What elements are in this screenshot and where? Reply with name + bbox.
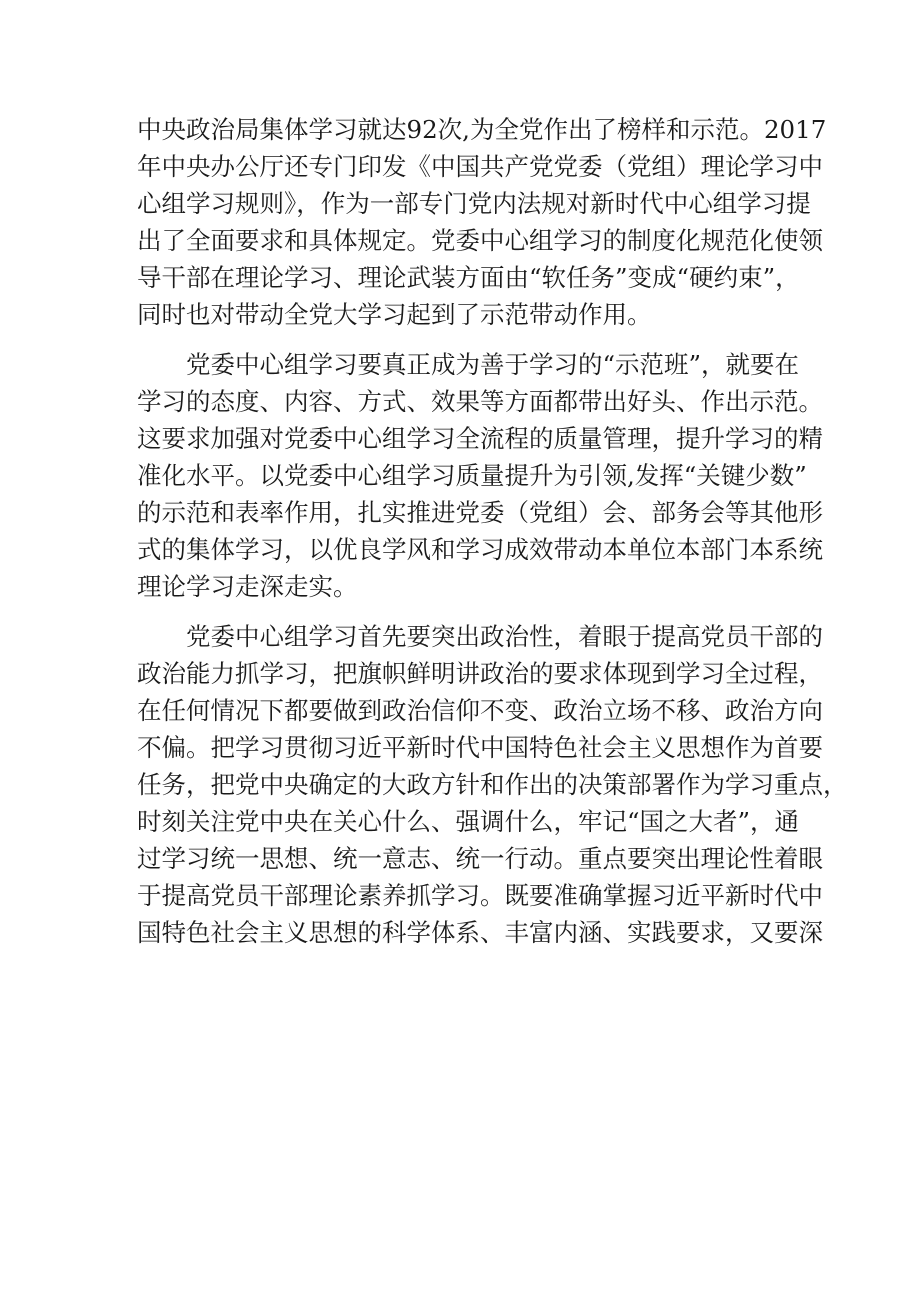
text-line-4: 出了全面要求和具体规定。党委中心组学习的制度化规范化使领 — [137, 226, 823, 255]
text-line-7: 党委中心组学习要真正成为善于学习的“示范班”，就要在 — [186, 350, 800, 379]
text-line-2: 年中央办公厅还专门印发《中国共产党党委（党组）理论学习中 — [137, 152, 823, 181]
text-line-20: 过学习统一思想、统一意志、统一行动。重点要突出理论性着眼 — [137, 844, 823, 873]
text-line-22: 国特色社会主义思想的科学体系、丰富内涵、实践要求，又要深 — [137, 918, 823, 947]
text-line-9: 这要求加强对党委中心组学习全流程的质量管理，提升学习的精 — [137, 424, 823, 453]
text-line-1: 中央政治局集体学习就达92次,为全党作出了榜样和示范。2017 — [137, 115, 827, 144]
text-line-17: 不偏。把学习贯彻习近平新时代中国特色社会主义思想作为首要 — [137, 733, 823, 762]
text-line-12: 式的集体学习，以优良学风和学习成效带动本单位本部门本系统 — [137, 535, 823, 564]
text-line-15: 政治能力抓学习，把旗帜鲜明讲政治的要求体现到学习全过程， — [137, 659, 823, 688]
text-line-18: 任务，把党中央确定的大政方针和作出的决策部署作为学习重点， — [137, 770, 848, 799]
text-line-19: 时刻关注党中央在关心什么、强调什么，牢记“国之大者”，通 — [137, 807, 800, 836]
text-line-21: 于提高党员干部理论素养抓学习。既要准确掌握习近平新时代中 — [137, 881, 823, 910]
text-line-14: 党委中心组学习首先要突出政治性，着眼于提高党员干部的 — [186, 622, 823, 651]
text-line-8: 学习的态度、内容、方式、效果等方面都带出好头、作出示范。 — [137, 387, 823, 416]
text-line-10: 准化水平。以党委中心组学习质量提升为引领,发挥“关键少数” — [137, 461, 807, 490]
text-line-5: 导干部在理论学习、理论武装方面由“软任务”变成“硬约束”， — [137, 263, 800, 292]
text-line-3: 心组学习规则》，作为一部专门党内法规对新时代中心组学习提 — [137, 189, 811, 218]
text-line-6: 同时也对带动全党大学习起到了示范带动作用。 — [137, 300, 652, 329]
text-line-16: 在任何情况下都要做到政治信仰不变、政治立场不移、政治方向 — [137, 696, 823, 725]
text-line-11: 的示范和表率作用，扎实推进党委（党组）会、部务会等其他形 — [137, 498, 823, 527]
text-line-13: 理论学习走深走实。 — [137, 572, 358, 601]
